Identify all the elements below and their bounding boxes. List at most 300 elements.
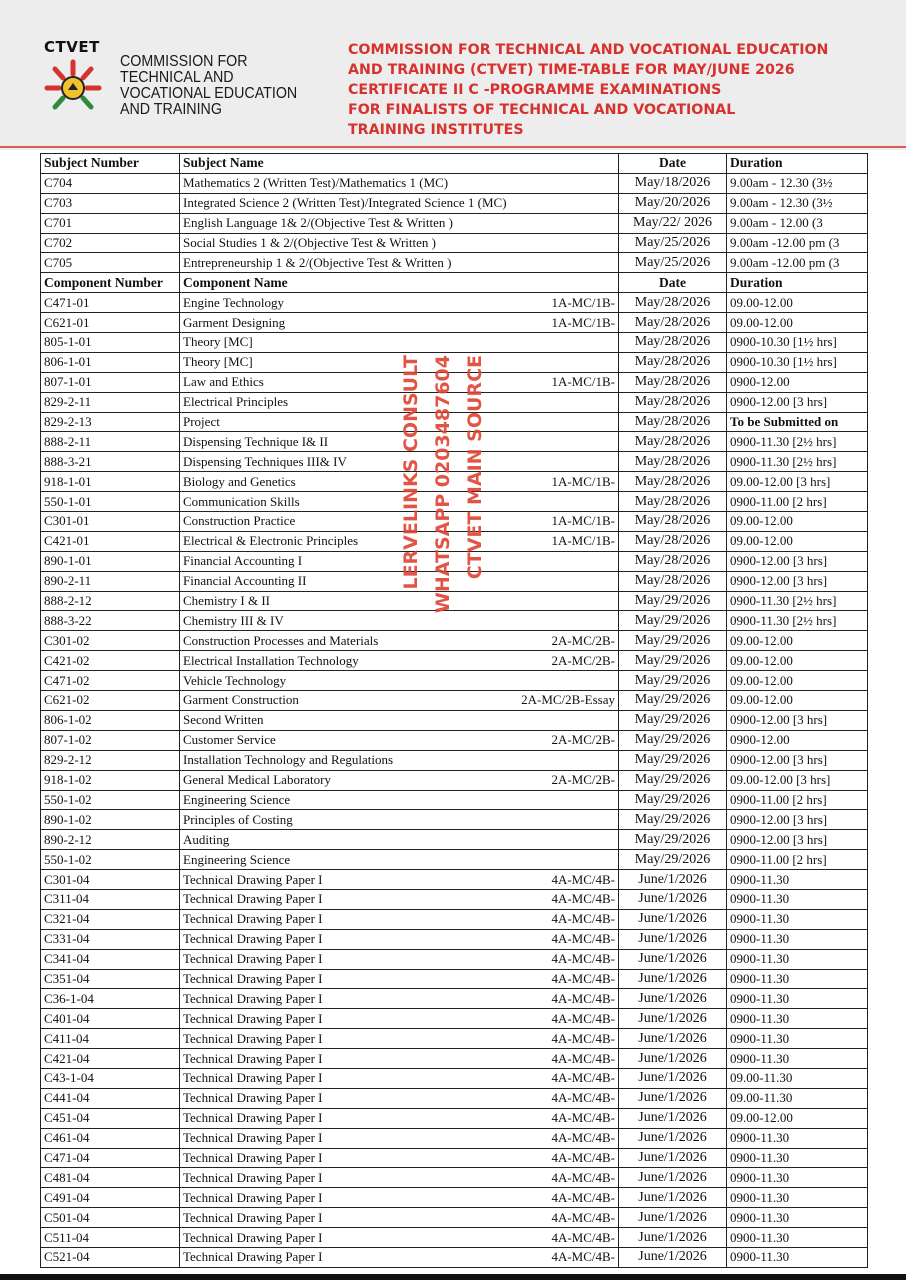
component-name: Engineering Science [183,851,291,867]
timetable [40,153,866,1268]
component-name-cell [180,1108,619,1128]
component-name-cell [180,770,619,790]
component-number: C411-04 [41,1029,180,1049]
exam-date: June/1/2026 [619,870,727,890]
paper-format-code: 2A-MC/2B-Essay [521,692,615,708]
paper-format-code: 2A-MC/2B- [551,632,615,648]
exam-duration: 0900-11.30 [727,949,868,969]
component-number: 918-1-02 [41,770,180,790]
paper-format-code: 1A-MC/1B- [551,533,615,549]
component-name-cell [180,571,619,591]
exam-date: May/28/2026 [619,412,727,432]
paper-format-code: 4A-MC/4B- [551,891,615,907]
component-number: 550-1-01 [41,492,180,512]
exam-duration: 0900-12.00 [727,372,868,392]
exam-duration: 0900-12.00 [727,730,868,750]
document-header [0,0,906,150]
column-header: Subject Number [41,154,180,174]
exam-duration: 0900-11.30 [727,1009,868,1029]
table-row [41,173,868,193]
component-name: Theory [MC] [183,354,253,370]
component-number: 888-3-22 [41,611,180,631]
exam-duration: 09.00-12.00 [727,691,868,711]
component-number: 807-1-01 [41,372,180,392]
component-name-cell [180,969,619,989]
component-name: Technical Drawing Paper I [183,1010,323,1026]
table-row [41,730,868,750]
table-row [41,1049,868,1069]
exam-date: May/20/2026 [619,193,727,213]
component-number: C301-04 [41,870,180,890]
component-number: C311-04 [41,889,180,909]
paper-format-code: 4A-MC/4B- [551,1050,615,1066]
component-number: 550-1-02 [41,790,180,810]
exam-duration: 0900-11.30 [2½ hrs] [727,591,868,611]
exam-date: June/1/2026 [619,1029,727,1049]
component-number: 806-1-02 [41,710,180,730]
table-row [41,830,868,850]
paper-format-code: 1A-MC/1B- [551,473,615,489]
paper-format-code: 4A-MC/4B- [551,951,615,967]
component-name-cell [180,472,619,492]
exam-date: June/1/2026 [619,1088,727,1108]
component-name: Technical Drawing Paper I [183,1030,323,1046]
exam-duration: 09.00-12.00 [727,293,868,313]
component-name: Technical Drawing Paper I [183,1070,323,1086]
component-number: C491-04 [41,1188,180,1208]
paper-format-code: 4A-MC/4B- [551,1209,615,1225]
component-name: Second Written [183,712,264,728]
component-name-cell [180,1208,619,1228]
component-name-cell [180,372,619,392]
component-name-cell [180,412,619,432]
component-name-cell [180,531,619,551]
component-name-cell [180,492,619,512]
paper-format-code: 4A-MC/4B- [551,970,615,986]
component-name-cell [180,432,619,452]
exam-duration: 0900-11.30 [727,1168,868,1188]
component-name: Technical Drawing Paper I [183,1249,323,1265]
component-name-cell [180,730,619,750]
component-name: Dispensing Technique I& II [183,433,329,449]
exam-duration: 0900-11.30 [727,969,868,989]
exam-duration: 09.00-12.00 [727,512,868,532]
exam-duration: 0900-12.00 [3 hrs] [727,551,868,571]
component-name: Technical Drawing Paper I [183,990,323,1006]
component-number: C301-02 [41,631,180,651]
exam-date: May/28/2026 [619,352,727,372]
exam-date: June/1/2026 [619,969,727,989]
component-name: Technical Drawing Paper I [183,1209,323,1225]
component-name-cell [180,512,619,532]
table-row [41,193,868,213]
title-line: AND TRAINING (CTVET) TIME-TABLE FOR MAY/JUNE 2026 [348,62,795,78]
component-name: Garment Designing [183,314,286,330]
table-row [41,710,868,730]
component-name-cell [180,293,619,313]
exam-date: May/18/2026 [619,173,727,193]
exam-duration: 0900-11.00 [2 hrs] [727,492,868,512]
component-number: 550-1-02 [41,850,180,870]
subject-number: C702 [41,233,180,253]
component-name-cell [180,1148,619,1168]
timetable-body [41,154,868,1268]
component-name-cell [180,1068,619,1088]
exam-duration: 09.00-11.30 [727,1088,868,1108]
component-number: C331-04 [41,929,180,949]
component-number: 888-2-11 [41,432,180,452]
exam-duration: 0900-11.30 [727,989,868,1009]
component-name-cell [180,850,619,870]
component-name: Auditing [183,831,230,847]
title-line: COMMISSION FOR TECHNICAL AND VOCATIONAL EDUCATION [348,42,829,58]
exam-date: May/29/2026 [619,671,727,691]
component-number: C421-04 [41,1049,180,1069]
paper-format-code: 4A-MC/4B- [551,871,615,887]
table-row [41,1168,868,1188]
component-name-cell [180,651,619,671]
component-name-cell [180,392,619,412]
subject-header-row [41,154,868,174]
exam-date: June/1/2026 [619,929,727,949]
exam-duration: 0900-11.00 [2 hrs] [727,850,868,870]
column-header: Component Name [180,273,619,293]
component-number: C471-02 [41,671,180,691]
component-name-cell [180,870,619,890]
table-row [41,850,868,870]
exam-date: May/28/2026 [619,432,727,452]
component-number: 829-2-12 [41,750,180,770]
exam-date: June/1/2026 [619,889,727,909]
exam-duration: 09.00-12.00 [727,631,868,651]
component-name: Technical Drawing Paper I [183,1189,323,1205]
component-name: General Medical Laboratory [183,772,331,788]
exam-date: May/29/2026 [619,691,727,711]
paper-format-code: 4A-MC/4B- [551,931,615,947]
table-row [41,1148,868,1168]
exam-duration: 0900-11.30 [727,889,868,909]
subject-name: Integrated Science 2 (Written Test)/Integrated Science 1 (MC) [180,193,619,213]
logo-text: CTVET [44,38,100,56]
paper-format-code: 4A-MC/4B- [551,1189,615,1205]
exam-date: May/25/2026 [619,233,727,253]
paper-format-code: 4A-MC/4B- [551,1130,615,1146]
component-name: Chemistry I & II [183,593,271,609]
component-name: Construction Practice [183,513,296,529]
exam-duration: 9.00am -12.00 pm (3 [727,253,868,273]
exam-date: June/1/2026 [619,1168,727,1188]
component-name: Biology and Genetics [183,473,296,489]
title-line: CERTIFICATE II C -PROGRAMME EXAMINATIONS [348,82,722,98]
column-header: Subject Name [180,154,619,174]
component-name: Financial Accounting II [183,573,307,589]
component-name-cell [180,929,619,949]
exam-duration: 09.00-12.00 [727,651,868,671]
component-number: C461-04 [41,1128,180,1148]
component-name: Communication Skills [183,493,300,509]
bottom-edge [0,1274,906,1280]
table-row [41,1029,868,1049]
component-name-cell [180,1188,619,1208]
paper-format-code: 4A-MC/4B- [551,1169,615,1185]
component-number: C321-04 [41,909,180,929]
table-row [41,810,868,830]
exam-date: May/28/2026 [619,492,727,512]
exam-duration: To be Submitted on [727,412,868,432]
exam-duration: 0900-12.00 [3 hrs] [727,830,868,850]
component-name: Electrical Installation Technology [183,652,359,668]
component-name-cell [180,889,619,909]
table-row [41,691,868,711]
component-number: C36-1-04 [41,989,180,1009]
component-number: C43-1-04 [41,1068,180,1088]
exam-date: May/28/2026 [619,551,727,571]
exam-duration: 9.00am - 12.30 (3½ [727,193,868,213]
component-header-row [41,273,868,293]
exam-duration: 0900-11.30 [727,909,868,929]
component-number: 805-1-01 [41,333,180,353]
subject-name: Social Studies 1 & 2/(Objective Test & Written ) [180,233,619,253]
component-name: Technical Drawing Paper I [183,1050,323,1066]
exam-duration: 9.00am -12.00 pm (3 [727,233,868,253]
paper-format-code: 4A-MC/4B- [551,1110,615,1126]
paper-format-code: 1A-MC/1B- [551,374,615,390]
exam-date: May/25/2026 [619,253,727,273]
exam-date: May/28/2026 [619,313,727,333]
watermark-line: WHATSAPP 0203487604 [432,355,454,614]
component-number: C421-01 [41,531,180,551]
component-name-cell [180,611,619,631]
component-number: C451-04 [41,1108,180,1128]
exam-date: June/1/2026 [619,1049,727,1069]
exam-date: June/1/2026 [619,1188,727,1208]
exam-duration: 09.00-12.00 [727,1108,868,1128]
exam-date: May/29/2026 [619,591,727,611]
exam-duration: 0900-11.30 [727,1208,868,1228]
paper-format-code: 4A-MC/4B- [551,1090,615,1106]
exam-date: May/29/2026 [619,850,727,870]
component-name-cell [180,452,619,472]
watermark-line: CTVET MAIN SOURCE [464,355,486,580]
exam-date: June/1/2026 [619,1148,727,1168]
table-row [41,929,868,949]
table-row [41,233,868,253]
exam-date: June/1/2026 [619,1068,727,1088]
exam-date: May/28/2026 [619,531,727,551]
table-row [41,1188,868,1208]
exam-duration: 0900-11.00 [2 hrs] [727,790,868,810]
header-divider [0,146,906,148]
component-name: Dispensing Techniques III& IV [183,453,347,469]
component-number: C621-02 [41,691,180,711]
table-row [41,1108,868,1128]
component-name-cell [180,1128,619,1148]
exam-date: May/28/2026 [619,293,727,313]
exam-date: May/29/2026 [619,651,727,671]
component-number: 888-3-21 [41,452,180,472]
exam-duration: 09.00-11.30 [727,1068,868,1088]
component-number: C421-02 [41,651,180,671]
component-name-cell [180,591,619,611]
table-row [41,293,868,313]
component-name-cell [180,352,619,372]
component-number: C471-01 [41,293,180,313]
component-name: Technical Drawing Paper I [183,911,323,927]
component-number: C621-01 [41,313,180,333]
paper-format-code: 4A-MC/4B- [551,990,615,1006]
component-name: Technical Drawing Paper I [183,871,323,887]
subject-number: C703 [41,193,180,213]
component-name: Engine Technology [183,294,285,310]
component-number: C471-04 [41,1148,180,1168]
component-name-cell [180,1168,619,1188]
paper-format-code: 2A-MC/2B- [551,732,615,748]
exam-date: May/29/2026 [619,830,727,850]
table-row [41,889,868,909]
component-number: 918-1-01 [41,472,180,492]
component-number: 807-1-02 [41,730,180,750]
exam-duration: 09.00-12.00 [727,531,868,551]
component-name: Technical Drawing Paper I [183,1149,323,1165]
component-name-cell [180,1247,619,1267]
subject-name: Mathematics 2 (Written Test)/Mathematics 1 (MC) [180,173,619,193]
exam-duration: 09.00-12.00 [727,671,868,691]
component-name: Technical Drawing Paper I [183,951,323,967]
exam-date: May/29/2026 [619,631,727,651]
component-name: Principles of Costing [183,811,293,827]
subject-number: C705 [41,253,180,273]
watermark [400,355,510,685]
paper-format-code: 1A-MC/1B- [551,314,615,330]
paper-format-code: 4A-MC/4B- [551,1149,615,1165]
exam-duration: 09.00-12.00 [3 hrs] [727,770,868,790]
exam-date: May/29/2026 [619,730,727,750]
exam-date: May/28/2026 [619,372,727,392]
exam-date: June/1/2026 [619,1208,727,1228]
exam-duration: 0900-12.00 [3 hrs] [727,710,868,730]
table-row [41,909,868,929]
exam-duration: 0900-12.00 [3 hrs] [727,392,868,412]
component-name: Chemistry III & IV [183,612,284,628]
component-number: 890-1-02 [41,810,180,830]
component-name-cell [180,909,619,929]
component-number: C501-04 [41,1208,180,1228]
column-header: Duration [727,273,868,293]
exam-duration: 0900-11.30 [727,1128,868,1148]
component-name: Financial Accounting I [183,553,303,569]
table-row [41,750,868,770]
component-name: Project [183,414,220,430]
table-row [41,949,868,969]
table-row [41,1128,868,1148]
component-name: Technical Drawing Paper I [183,931,323,947]
exam-date: June/1/2026 [619,989,727,1009]
exam-date: May/29/2026 [619,790,727,810]
component-name-cell [180,790,619,810]
column-header: Duration [727,154,868,174]
component-name-cell [180,830,619,850]
component-name-cell [180,631,619,651]
exam-date: May/28/2026 [619,571,727,591]
paper-format-code: 4A-MC/4B- [551,1010,615,1026]
exam-duration: 9.00am - 12.30 (3½ [727,173,868,193]
component-number: C521-04 [41,1247,180,1267]
component-number: C301-01 [41,512,180,532]
component-name-cell [180,551,619,571]
table-row [41,770,868,790]
component-name-cell [180,671,619,691]
component-name: Technical Drawing Paper I [183,970,323,986]
component-number: C441-04 [41,1088,180,1108]
component-name-cell [180,1049,619,1069]
component-name: Theory [MC] [183,334,253,350]
component-number: 890-1-01 [41,551,180,571]
exam-duration: 0900-11.30 [2½ hrs] [727,452,868,472]
column-header: Date [619,273,727,293]
title-line: FOR FINALISTS OF TECHNICAL AND VOCATIONAL [348,102,736,118]
exam-duration: 0900-11.30 [727,1188,868,1208]
table-row [41,1208,868,1228]
exam-duration: 0900-11.30 [727,870,868,890]
component-name: Technical Drawing Paper I [183,891,323,907]
table-row [41,333,868,353]
exam-duration: 0900-10.30 [1½ hrs] [727,352,868,372]
exam-duration: 0900-11.30 [727,1029,868,1049]
component-name: Law and Ethics [183,374,264,390]
exam-date: May/22/ 2026 [619,213,727,233]
exam-date: May/29/2026 [619,710,727,730]
exam-duration: 0900-10.30 [1½ hrs] [727,333,868,353]
exam-duration: 0900-12.00 [3 hrs] [727,571,868,591]
component-number: C341-04 [41,949,180,969]
paper-format-code: 4A-MC/4B- [551,1030,615,1046]
component-name: Garment Construction [183,692,299,708]
exam-duration: 0900-11.30 [727,1049,868,1069]
exam-date: June/1/2026 [619,1009,727,1029]
exam-date: June/1/2026 [619,1108,727,1128]
paper-format-code: 4A-MC/4B- [551,1229,615,1245]
subject-name: English Language 1& 2/(Objective Test & Written ) [180,213,619,233]
exam-date: June/1/2026 [619,1228,727,1248]
component-name-cell [180,750,619,770]
component-name-cell [180,710,619,730]
title-line: TRAINING INSTITUTES [348,122,524,138]
exam-duration: 09.00-12.00 [727,313,868,333]
table-row [41,1247,868,1267]
paper-format-code: 4A-MC/4B- [551,1249,615,1265]
component-number: C351-04 [41,969,180,989]
table-row [41,1228,868,1248]
paper-format-code: 4A-MC/4B- [551,1070,615,1086]
component-name: Engineering Science [183,791,291,807]
exam-date: May/28/2026 [619,472,727,492]
paper-format-code: 1A-MC/1B- [551,294,615,310]
paper-format-code: 4A-MC/4B- [551,911,615,927]
exam-duration: 0900-11.30 [727,1247,868,1267]
exam-date: May/29/2026 [619,810,727,830]
component-name: Technical Drawing Paper I [183,1110,323,1126]
column-header: Date [619,154,727,174]
exam-date: May/28/2026 [619,512,727,532]
component-number: C511-04 [41,1228,180,1248]
subject-number: C701 [41,213,180,233]
exam-duration: 09.00-12.00 [3 hrs] [727,472,868,492]
table-row [41,313,868,333]
component-number: 829-2-11 [41,392,180,412]
component-name-cell [180,1009,619,1029]
component-name-cell [180,691,619,711]
component-name: Technical Drawing Paper I [183,1169,323,1185]
